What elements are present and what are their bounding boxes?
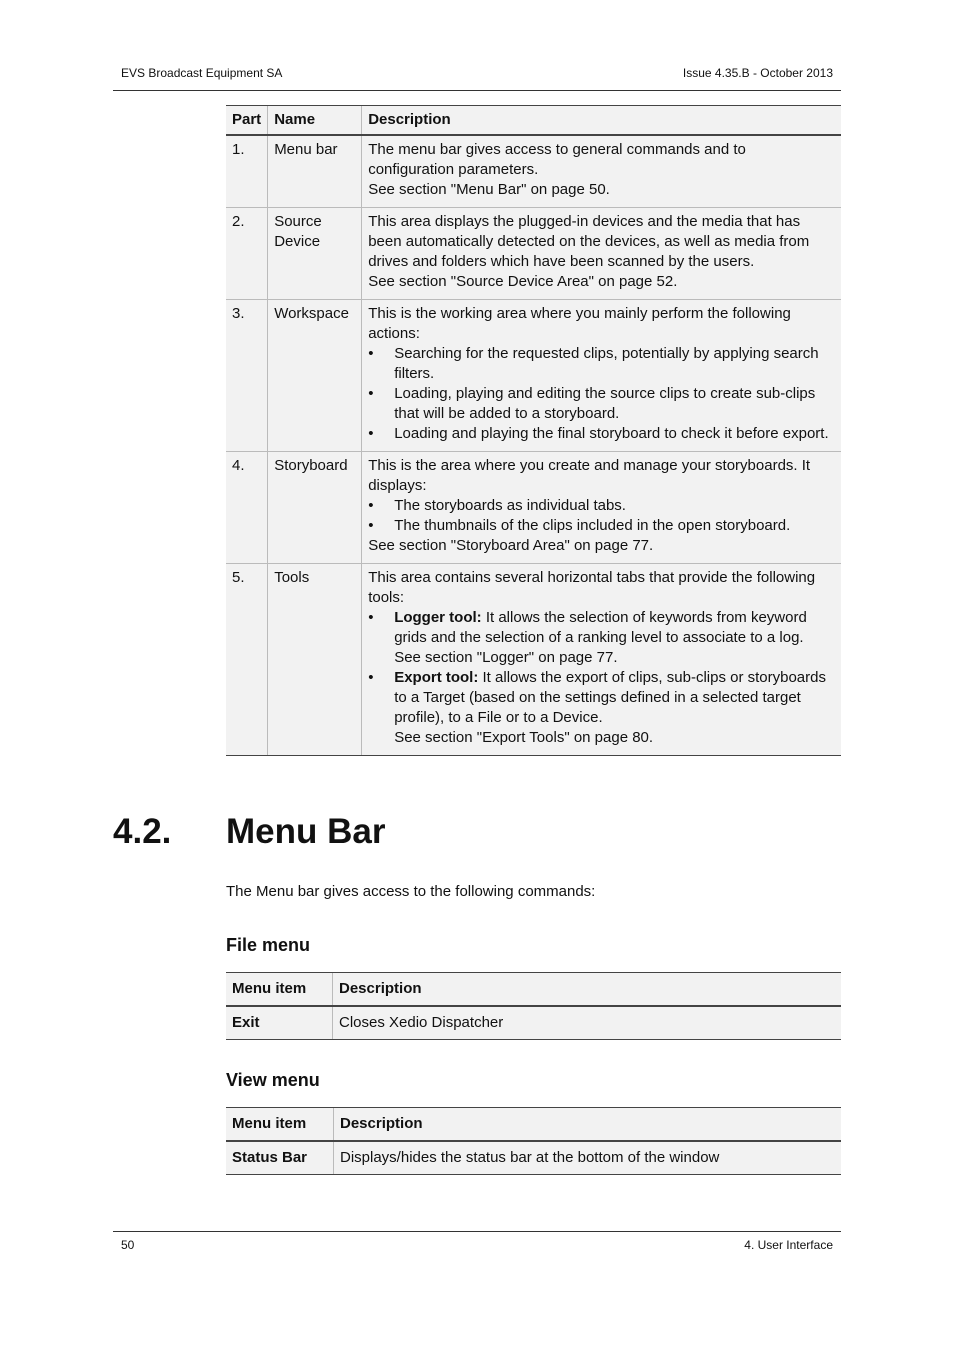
footer-divider bbox=[113, 1231, 841, 1232]
table-row bbox=[226, 208, 841, 300]
description-line: This area displays the plugged-in devices and the media that has been automatically detected on the devices, as well as media from drives and folders which have been scanned by the users. bbox=[368, 213, 810, 270]
see-section-link[interactable]: See section "Export Tools" on page 80. bbox=[394, 729, 654, 746]
bullet-list bbox=[368, 344, 835, 444]
section-title: Menu Bar bbox=[226, 812, 386, 851]
description-intro: This is the area where you create and manage your storyboards. It displays: bbox=[368, 457, 811, 494]
part-description bbox=[362, 135, 841, 208]
parts-table bbox=[226, 105, 841, 756]
menu-item-description: Closes Xedio Dispatcher bbox=[333, 1006, 842, 1040]
tool-description: It allows the export of clips, sub-clips or storyboards to a Target (based on the settings defined in a selected target profile), to a File or to a Device. bbox=[394, 669, 826, 726]
part-number: 4. bbox=[226, 452, 268, 564]
table-row bbox=[226, 300, 841, 452]
table-row bbox=[226, 452, 841, 564]
col-name: Name bbox=[268, 106, 362, 136]
description-intro: This area contains several horizontal tabs that provide the following tools: bbox=[368, 569, 816, 606]
header-issue: Issue 4.35.B - October 2013 bbox=[682, 66, 833, 80]
see-section-link[interactable]: See section "Storyboard Area" on page 77. bbox=[368, 537, 654, 554]
part-name: Workspace bbox=[268, 300, 362, 452]
menu-item-name: Status Bar bbox=[226, 1141, 334, 1175]
col-menu-item: Menu item bbox=[226, 973, 333, 1007]
table-row bbox=[226, 564, 841, 756]
col-description: Description bbox=[333, 973, 842, 1007]
chapter-name: 4. User Interface bbox=[744, 1238, 833, 1252]
view-menu-table bbox=[226, 1107, 841, 1175]
header-company: EVS Broadcast Equipment SA bbox=[121, 66, 283, 80]
part-number: 3. bbox=[226, 300, 268, 452]
page-footer bbox=[113, 1238, 841, 1252]
part-description bbox=[362, 208, 841, 300]
table-header-row bbox=[226, 1108, 841, 1142]
page-header bbox=[113, 66, 841, 80]
parts-table-header bbox=[226, 106, 841, 136]
tool-name: Logger tool: bbox=[394, 609, 482, 626]
table-row bbox=[226, 1006, 841, 1040]
list-item-export bbox=[368, 668, 835, 748]
header-divider bbox=[113, 90, 841, 91]
list-item: • The thumbnails of the clips included in the open storyboard. bbox=[368, 516, 835, 536]
list-item: • Loading, playing and editing the source clips to create sub-clips that will be added to a storyboard. bbox=[368, 384, 835, 424]
section-intro: The Menu bar gives access to the following commands: bbox=[226, 883, 596, 900]
file-menu-heading: File menu bbox=[226, 935, 311, 955]
part-number: 5. bbox=[226, 564, 268, 756]
table-row bbox=[226, 135, 841, 208]
view-menu-heading: View menu bbox=[226, 1070, 320, 1090]
page-number: 50 bbox=[121, 1238, 135, 1252]
see-section-link[interactable]: See section "Logger" on page 77. bbox=[394, 649, 618, 666]
col-description: Description bbox=[334, 1108, 842, 1142]
section-number: 4.2. bbox=[113, 812, 172, 851]
part-name: Menu bar bbox=[268, 135, 362, 208]
col-description: Description bbox=[362, 106, 841, 136]
description-intro: This is the working area where you mainly perform the following actions: bbox=[368, 305, 791, 342]
part-number: 1. bbox=[226, 135, 268, 208]
list-item: • The storyboards as individual tabs. bbox=[368, 496, 835, 516]
part-name: Source Device bbox=[268, 208, 362, 300]
part-description bbox=[362, 452, 841, 564]
part-name: Storyboard bbox=[268, 452, 362, 564]
menu-item-description: Displays/hides the status bar at the bottom of the window bbox=[334, 1141, 842, 1175]
menu-item-name: Exit bbox=[226, 1006, 333, 1040]
bullet-list bbox=[368, 496, 835, 536]
part-name: Tools bbox=[268, 564, 362, 756]
list-item: • Searching for the requested clips, potentially by applying search filters. bbox=[368, 344, 835, 384]
part-description bbox=[362, 564, 841, 756]
file-menu-table bbox=[226, 972, 841, 1040]
list-item: • Loading and playing the final storyboard to check it before export. bbox=[368, 424, 835, 444]
tool-name: Export tool: bbox=[394, 669, 479, 686]
description-line: The menu bar gives access to general commands and to configuration parameters. bbox=[368, 141, 746, 178]
part-number: 2. bbox=[226, 208, 268, 300]
col-menu-item: Menu item bbox=[226, 1108, 334, 1142]
see-section-link[interactable]: See section "Menu Bar" on page 50. bbox=[368, 181, 610, 198]
bullet-list bbox=[368, 608, 835, 748]
section-heading bbox=[113, 812, 385, 852]
see-section-link[interactable]: See section "Source Device Area" on page 52. bbox=[368, 273, 678, 290]
list-item-logger bbox=[368, 608, 835, 668]
table-header-row bbox=[226, 973, 841, 1007]
part-description bbox=[362, 300, 841, 452]
tool-description: It allows the selection of keywords from keyword grids and the selection of a ranking level to associate to a log. bbox=[394, 609, 807, 646]
table-row bbox=[226, 1141, 841, 1175]
col-part: Part bbox=[226, 106, 268, 136]
